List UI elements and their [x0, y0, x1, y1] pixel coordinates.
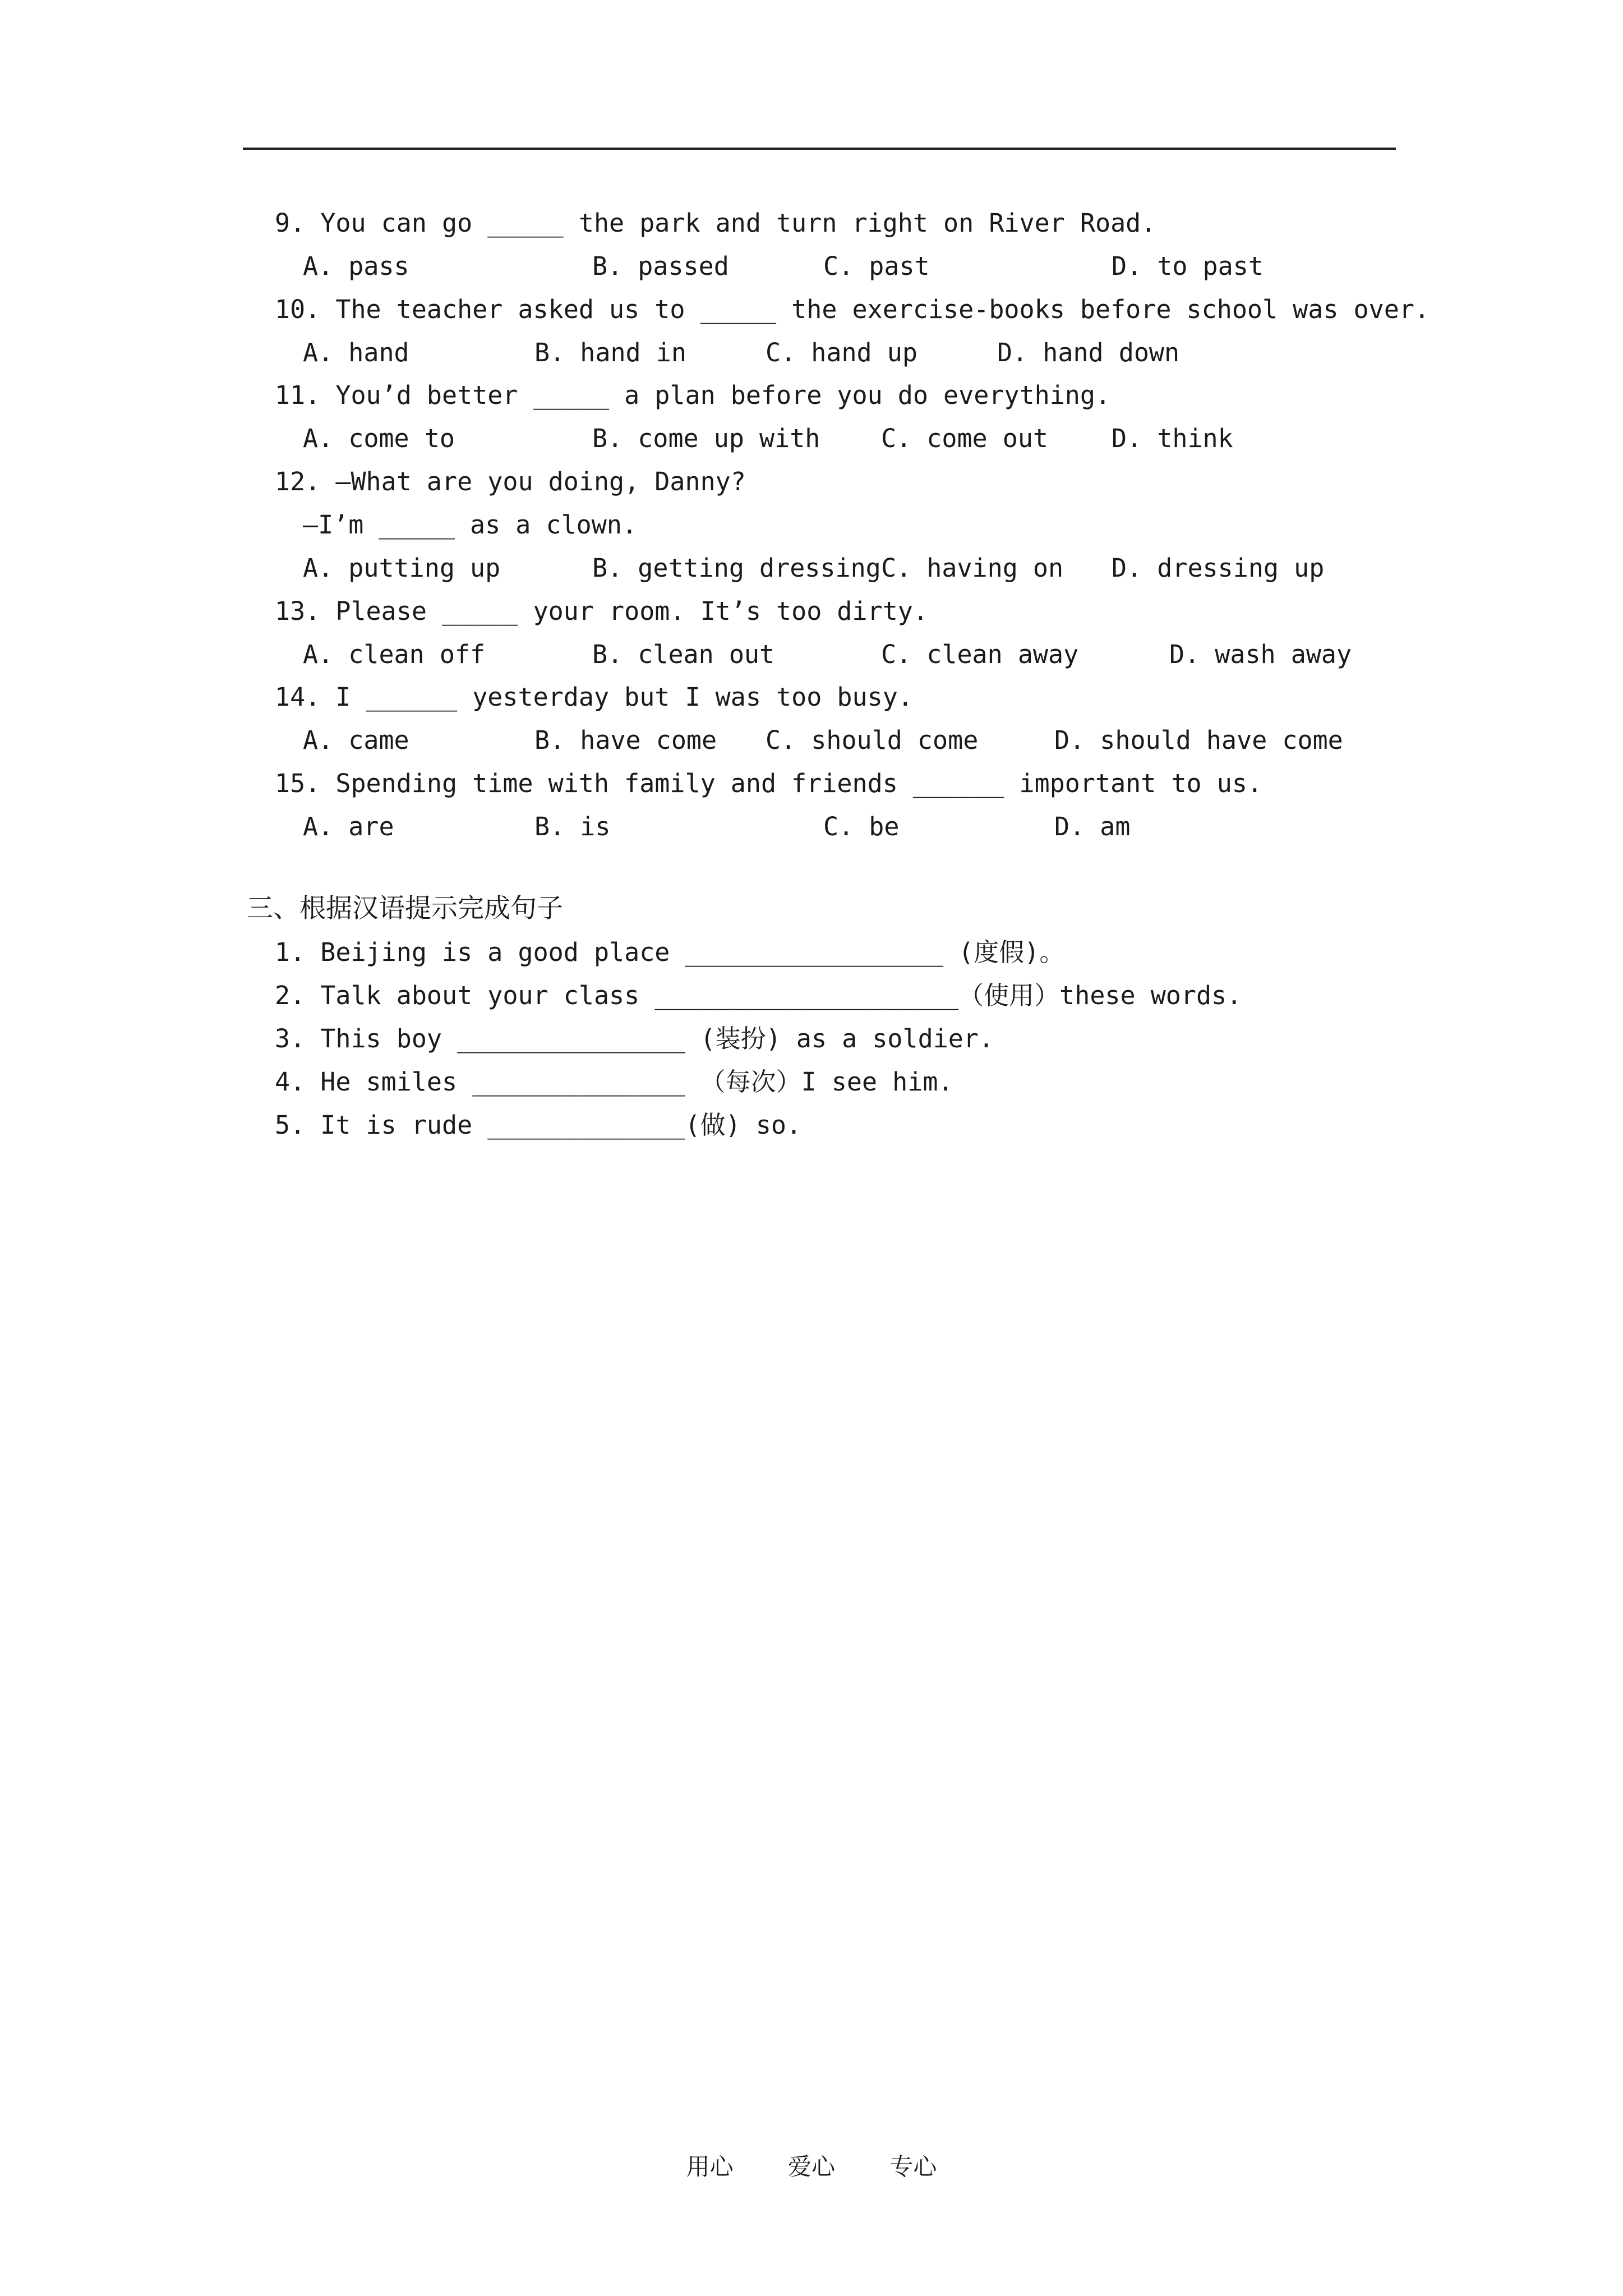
question-15-option-a: A. are — [303, 812, 394, 841]
question-12-stem-reply: —I’m _____ as a clown. — [303, 510, 638, 540]
footer-item-1: 用心 — [686, 2153, 734, 2180]
question-12-option-d: D. dressing up — [1112, 553, 1325, 583]
question-9-option-a: A. pass — [303, 251, 409, 281]
question-13-stem: 13. Please _____ your room. It’s too dirty. — [275, 596, 928, 626]
header-rule — [243, 148, 1396, 150]
question-10-option-c: C. hand up — [766, 338, 917, 367]
question-13-option-d: D. wash away — [1169, 639, 1352, 669]
section-3-title: 三、根据汉语提示完成句子 — [247, 893, 563, 924]
question-12-stem: 12. —What are you doing, Danny? — [275, 467, 746, 496]
question-11-option-b: B. come up with — [592, 424, 820, 453]
question-11-option-d: D. think — [1112, 424, 1233, 453]
footer-item-2: 爱心 — [787, 2153, 835, 2180]
question-15-option-b: B. is — [534, 812, 611, 841]
question-12-option-c: C. having on — [881, 553, 1064, 583]
section-3-item-5: 5. It is rude _____________(做) so. — [275, 1110, 802, 1140]
question-13-option-a: A. clean off — [303, 639, 486, 669]
question-15-stem: 15. Spending time with family and friends ______ important to us. — [275, 769, 1262, 798]
question-14-stem: 14. I ______ yesterday but I was too busy. — [275, 682, 913, 712]
footer-item-3: 专心 — [889, 2153, 937, 2180]
question-11-option-a: A. come to — [303, 424, 455, 453]
question-15-option-d: D. am — [1054, 812, 1131, 841]
question-9-stem: 9. You can go _____ the park and turn right on River Road. — [275, 208, 1156, 238]
question-10-option-a: A. hand — [303, 338, 409, 367]
question-15-option-c: C. be — [823, 812, 900, 841]
question-13-option-b: B. clean out — [592, 639, 775, 669]
section-3-item-4: 4. He smiles ______________ （每次）I see him. — [275, 1067, 953, 1097]
question-11-option-c: C. come out — [881, 424, 1049, 453]
question-14-option-c: C. should come — [766, 725, 979, 755]
question-9-option-c: C. past — [823, 251, 930, 281]
question-10-option-b: B. hand in — [534, 338, 686, 367]
question-10-option-d: D. hand down — [997, 338, 1180, 367]
question-11-stem: 11. You’d better _____ a plan before you do everything. — [275, 380, 1111, 410]
section-3-item-1: 1. Beijing is a good place _________________ (度假)。 — [275, 937, 1065, 967]
question-13-option-c: C. clean away — [881, 639, 1079, 669]
question-10-stem: 10. The teacher asked us to _____ the exercise-books before school was over. — [275, 295, 1430, 324]
question-14-option-d: D. should have come — [1054, 725, 1343, 755]
question-12-option-b: B. getting dressing — [592, 553, 881, 583]
page-footer — [0, 2148, 1623, 2182]
question-14-option-a: A. came — [303, 725, 409, 755]
section-3-item-3: 3. This boy _______________ (装扮) as a soldier. — [275, 1024, 994, 1053]
question-9-option-b: B. passed — [592, 251, 729, 281]
question-12-option-a: A. putting up — [303, 553, 501, 583]
section-3-item-2: 2. Talk about your class ____________________（使用）these words. — [275, 981, 1242, 1010]
question-14-option-b: B. have come — [534, 725, 717, 755]
question-9-option-d: D. to past — [1112, 251, 1264, 281]
